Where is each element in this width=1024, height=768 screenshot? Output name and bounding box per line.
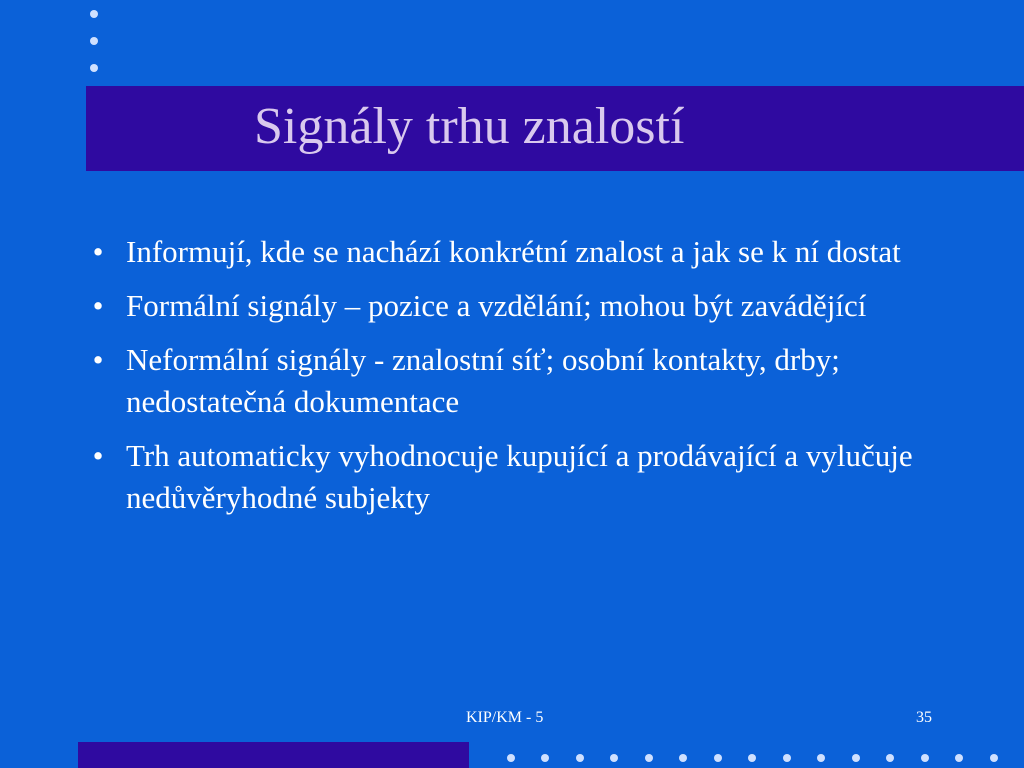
page-number: 35 bbox=[916, 709, 932, 726]
decorative-dot bbox=[921, 754, 929, 762]
bottom-decorative-dots bbox=[507, 754, 1007, 764]
top-decorative-dots bbox=[90, 10, 100, 74]
bullet-icon: • bbox=[92, 234, 104, 269]
decorative-dot bbox=[852, 754, 860, 762]
bottom-bar bbox=[78, 742, 469, 768]
bullet-item bbox=[86, 231, 936, 273]
decorative-dot bbox=[645, 754, 653, 762]
bullet-text: Informují, kde se nachází konkrétní znalost a jak se k ní dostat bbox=[126, 234, 901, 269]
bullet-text: Formální signály – pozice a vzdělání; mohou být zavádějící bbox=[126, 288, 867, 323]
bullet-text: Neformální signály - znalostní síť; osobní kontakty, drby; nedostatečná dokumentace bbox=[126, 342, 840, 419]
decorative-dot bbox=[90, 37, 98, 45]
decorative-dot bbox=[507, 754, 515, 762]
decorative-dot bbox=[541, 754, 549, 762]
bullet-icon: • bbox=[92, 438, 104, 473]
bullet-item bbox=[86, 435, 936, 519]
decorative-dot bbox=[90, 64, 98, 72]
footer-label: KIP/KM - 5 bbox=[466, 709, 544, 726]
decorative-dot bbox=[955, 754, 963, 762]
decorative-dot bbox=[817, 754, 825, 762]
decorative-dot bbox=[610, 754, 618, 762]
bullet-icon: • bbox=[92, 342, 104, 377]
bullet-item bbox=[86, 339, 936, 423]
decorative-dot bbox=[748, 754, 756, 762]
decorative-dot bbox=[886, 754, 894, 762]
decorative-dot bbox=[990, 754, 998, 762]
decorative-dot bbox=[576, 754, 584, 762]
bullet-list bbox=[86, 231, 936, 531]
decorative-dot bbox=[679, 754, 687, 762]
bullet-icon: • bbox=[92, 288, 104, 323]
decorative-dot bbox=[714, 754, 722, 762]
bullet-item bbox=[86, 285, 936, 327]
decorative-dot bbox=[90, 10, 98, 18]
decorative-dot bbox=[783, 754, 791, 762]
bullet-text: Trh automaticky vyhodnocuje kupující a prodávající a vylučuje nedůvěryhodné subjekty bbox=[126, 438, 913, 515]
slide-title: Signály trhu znalostí bbox=[254, 98, 685, 155]
